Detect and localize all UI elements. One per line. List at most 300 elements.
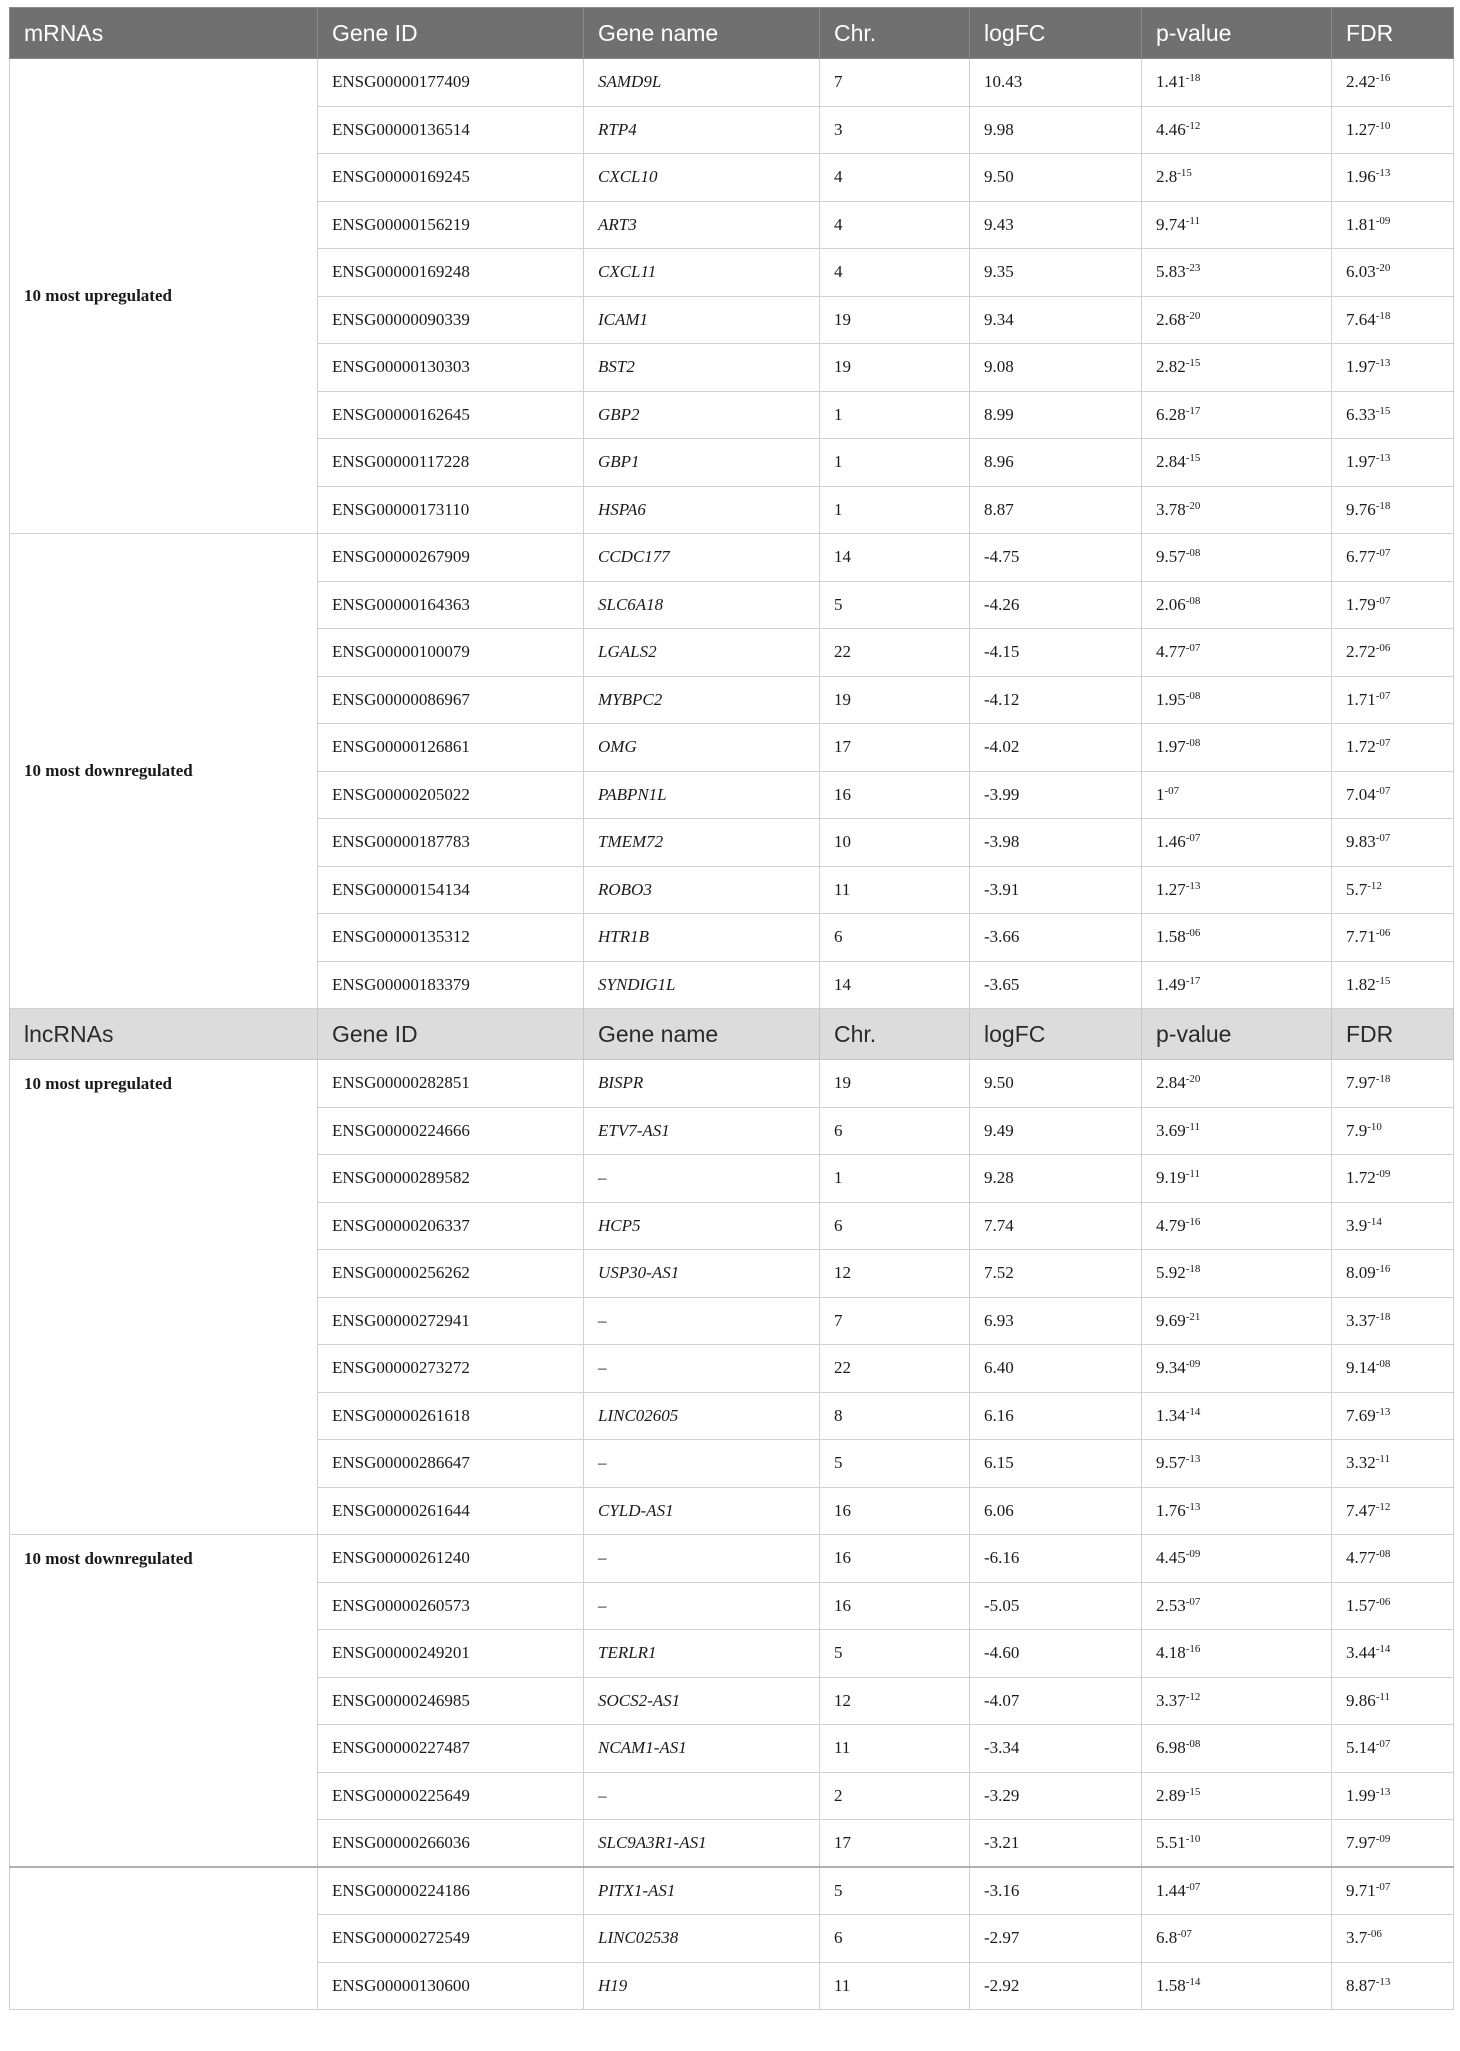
fdr-mantissa: 7.71 [1346,927,1376,947]
fdr-cell [1332,1107,1454,1155]
pvalue-exponent: -08 [1185,594,1201,607]
logfc-cell: -3.34 [970,1725,1142,1773]
chr-cell: 4 [820,249,970,297]
gene-id-cell: ENSG00000169245 [318,154,584,202]
fdr-cell [1332,866,1454,914]
fdr-mantissa: 5.7 [1346,879,1368,899]
pvalue-mantissa: 4.45 [1156,1548,1186,1568]
gene-name-cell: TMEM72 [584,819,820,867]
pvalue-mantissa: 1.27 [1156,879,1186,899]
fdr-cell [1332,1535,1454,1583]
pvalue-cell [1142,1962,1332,2010]
pvalue-mantissa: 2.8 [1156,167,1178,187]
logfc-cell: 10.43 [970,59,1142,107]
chr-cell: 3 [820,106,970,154]
fdr-mantissa: 7.97 [1346,1073,1376,1093]
gene-name-cell: – [584,1772,820,1820]
fdr-exponent: -10 [1375,119,1391,132]
pvalue-exponent: -07 [1185,1881,1201,1893]
pvalue-mantissa: 1.34 [1156,1405,1186,1425]
chr-cell: 6 [820,914,970,962]
fdr-exponent: -15 [1375,404,1391,417]
fdr-cell [1332,771,1454,819]
gene-name-cell: – [584,1345,820,1393]
gene-name-cell: – [584,1582,820,1630]
pvalue-cell [1142,534,1332,582]
pvalue-mantissa: 2.89 [1156,1785,1186,1805]
fdr-mantissa: 7.97 [1346,1833,1376,1852]
pvalue-cell [1142,1250,1332,1298]
table-row [10,1867,1454,1915]
pvalue-mantissa: 6.98 [1156,1738,1186,1758]
pvalue-exponent: -17 [1185,404,1201,417]
gene-name-cell: SYNDIG1L [584,961,820,1009]
pvalue-exponent: -21 [1185,1310,1201,1323]
gene-id-cell: ENSG00000246985 [318,1677,584,1725]
gene-id-cell: ENSG00000136514 [318,106,584,154]
header-logfc: logFC [970,8,1142,59]
gene-name-cell: HTR1B [584,914,820,962]
fdr-mantissa: 6.77 [1346,547,1376,567]
pvalue-exponent: -18 [1185,1263,1201,1276]
pvalue-cell [1142,486,1332,534]
gene-id-cell: ENSG00000261644 [318,1487,584,1535]
fdr-cell [1332,819,1454,867]
gene-id-cell: ENSG00000272941 [318,1297,584,1345]
pvalue-cell [1142,1392,1332,1440]
pvalue-cell [1142,106,1332,154]
table-row [10,59,1454,107]
fdr-cell [1332,344,1454,392]
fdr-mantissa: 8.87 [1346,1975,1376,1995]
pvalue-exponent: -20 [1185,499,1201,512]
header-gene-name: Gene name [584,8,820,59]
gene-id-cell: ENSG00000266036 [318,1820,584,1868]
pvalue-mantissa: 5.83 [1156,262,1186,282]
pvalue-exponent: -11 [1185,214,1201,227]
header-chr: Chr. [820,8,970,59]
pvalue-cell [1142,771,1332,819]
pvalue-exponent: -20 [1185,309,1201,322]
fdr-exponent: -06 [1367,1928,1382,1941]
fdr-cell [1332,1725,1454,1773]
fdr-exponent: -09 [1375,1833,1391,1845]
fdr-mantissa: 7.47 [1346,1500,1376,1520]
pvalue-cell [1142,1535,1332,1583]
gene-id-cell: ENSG00000187783 [318,819,584,867]
logfc-cell: -3.65 [970,961,1142,1009]
logfc-cell: 7.52 [970,1250,1142,1298]
fdr-cell [1332,961,1454,1009]
pvalue-cell [1142,1107,1332,1155]
gene-id-cell: ENSG00000130600 [318,1962,584,2010]
fdr-cell [1332,1060,1454,1108]
logfc-cell: 8.87 [970,486,1142,534]
fdr-exponent: -18 [1375,499,1391,512]
fdr-cell [1332,676,1454,724]
pvalue-mantissa: 1.97 [1156,737,1186,757]
chr-cell: 19 [820,676,970,724]
fdr-exponent: -16 [1375,1263,1391,1276]
logfc-cell: -4.07 [970,1677,1142,1725]
gene-name-cell: HCP5 [584,1202,820,1250]
table-container [9,7,1453,2010]
pvalue-mantissa: 1.46 [1156,832,1186,852]
fdr-exponent: -11 [1375,1453,1391,1466]
gene-name-cell: USP30-AS1 [584,1250,820,1298]
pvalue-exponent: -15 [1185,357,1201,370]
fdr-cell [1332,1582,1454,1630]
chr-cell: 5 [820,1440,970,1488]
fdr-exponent: -13 [1375,167,1391,180]
pvalue-mantissa: 4.77 [1156,642,1186,662]
fdr-cell [1332,629,1454,677]
gene-name-cell: SOCS2-AS1 [584,1677,820,1725]
fdr-mantissa: 3.9 [1346,1215,1368,1235]
fdr-cell [1332,249,1454,297]
pvalue-exponent: -13 [1185,1500,1201,1513]
fdr-cell [1332,914,1454,962]
pvalue-exponent: -14 [1185,1975,1201,1988]
fdr-mantissa: 9.76 [1346,499,1376,519]
pvalue-exponent: -16 [1185,1643,1201,1656]
logfc-cell: -6.16 [970,1535,1142,1583]
pvalue-mantissa: 9.74 [1156,214,1186,234]
fdr-mantissa: 1.81 [1346,214,1376,234]
fdr-exponent: -13 [1375,1975,1391,1988]
table-row [10,534,1454,582]
fdr-mantissa: 9.71 [1346,1881,1376,1900]
pvalue-exponent: -08 [1185,547,1201,560]
pvalue-exponent: -23 [1185,262,1201,275]
logfc-cell: 8.99 [970,391,1142,439]
fdr-mantissa: 7.69 [1346,1405,1376,1425]
pvalue-exponent: -12 [1185,119,1201,132]
pvalue-mantissa: 9.19 [1156,1168,1186,1188]
fdr-cell [1332,724,1454,772]
logfc-cell: -4.26 [970,581,1142,629]
pvalue-exponent: -15 [1177,167,1192,180]
header-category: mRNAs [10,8,318,59]
gene-name-cell: H19 [584,1962,820,2010]
pvalue-cell [1142,1915,1332,1963]
gene-name-cell: SLC6A18 [584,581,820,629]
logfc-cell: 9.49 [970,1107,1142,1155]
pvalue-cell [1142,1630,1332,1678]
fdr-exponent: -08 [1375,1548,1391,1561]
logfc-cell: -3.29 [970,1772,1142,1820]
pvalue-exponent: -12 [1185,1690,1201,1703]
pvalue-exponent: -09 [1185,1358,1201,1371]
pvalue-cell [1142,1297,1332,1345]
gene-id-cell: ENSG00000173110 [318,486,584,534]
pvalue-mantissa: 2.84 [1156,1073,1186,1093]
gene-name-cell: PITX1-AS1 [584,1867,820,1915]
fdr-exponent: -07 [1375,737,1391,750]
fdr-cell [1332,1155,1454,1203]
pvalue-exponent: -07 [1185,642,1201,655]
fdr-mantissa: 2.72 [1346,642,1376,662]
pvalue-cell [1142,914,1332,962]
fdr-mantissa: 5.14 [1346,1738,1376,1758]
pvalue-exponent: -16 [1185,1215,1201,1228]
header-pvalue: p-value [1142,8,1332,59]
pvalue-mantissa: 5.51 [1156,1833,1186,1852]
pvalue-mantissa: 4.46 [1156,119,1186,139]
fdr-exponent: -09 [1375,214,1391,227]
fdr-cell [1332,106,1454,154]
gene-id-cell: ENSG00000227487 [318,1725,584,1773]
fdr-mantissa: 2.42 [1346,72,1376,92]
pvalue-cell [1142,439,1332,487]
chr-cell: 4 [820,154,970,202]
logfc-cell: 9.08 [970,344,1142,392]
fdr-mantissa: 9.14 [1346,1358,1376,1378]
chr-cell: 1 [820,391,970,439]
gene-name-cell: CXCL10 [584,154,820,202]
gene-id-cell: ENSG00000260573 [318,1582,584,1630]
pvalue-cell [1142,724,1332,772]
pvalue-mantissa: 2.84 [1156,452,1186,472]
fdr-cell [1332,581,1454,629]
fdr-cell [1332,1630,1454,1678]
pvalue-cell [1142,1345,1332,1393]
chr-cell: 16 [820,1582,970,1630]
fdr-mantissa: 6.33 [1346,404,1376,424]
logfc-cell: 6.40 [970,1345,1142,1393]
gene-id-cell: ENSG00000273272 [318,1345,584,1393]
chr-cell: 12 [820,1677,970,1725]
fdr-cell [1332,534,1454,582]
gene-name-cell: SAMD9L [584,59,820,107]
pvalue-mantissa: 3.78 [1156,499,1186,519]
logfc-cell: 9.43 [970,201,1142,249]
fdr-exponent: -06 [1375,642,1391,655]
pvalue-mantissa: 9.69 [1156,1310,1186,1330]
fdr-mantissa: 1.82 [1346,974,1376,994]
gene-id-cell: ENSG00000090339 [318,296,584,344]
fdr-cell [1332,1820,1454,1868]
gene-name-cell: BISPR [584,1060,820,1108]
fdr-exponent: -13 [1375,357,1391,370]
chr-cell: 5 [820,1630,970,1678]
pvalue-exponent: -09 [1185,1548,1201,1561]
gene-id-cell: ENSG00000162645 [318,391,584,439]
pvalue-cell [1142,1677,1332,1725]
pvalue-exponent: -07 [1185,832,1201,845]
gene-name-cell: ICAM1 [584,296,820,344]
chr-cell: 16 [820,771,970,819]
gene-name-cell: TERLR1 [584,1630,820,1678]
chr-cell: 19 [820,344,970,392]
logfc-cell: 9.28 [970,1155,1142,1203]
fdr-cell [1332,486,1454,534]
pvalue-mantissa: 1.44 [1156,1881,1186,1900]
gene-id-cell: ENSG00000086967 [318,676,584,724]
fdr-exponent: -18 [1375,1073,1391,1086]
pvalue-mantissa: 1 [1156,784,1165,804]
gene-name-cell: MYBPC2 [584,676,820,724]
pvalue-mantissa: 5.92 [1156,1263,1186,1283]
chr-cell: 1 [820,486,970,534]
gene-name-cell: GBP1 [584,439,820,487]
fdr-exponent: -07 [1375,832,1391,845]
fdr-exponent: -12 [1367,879,1382,892]
gene-name-cell: BST2 [584,344,820,392]
fdr-mantissa: 9.86 [1346,1690,1376,1710]
chr-cell: 6 [820,1202,970,1250]
chr-cell: 6 [820,1915,970,1963]
fdr-cell [1332,1487,1454,1535]
fdr-exponent: -13 [1375,1405,1391,1418]
logfc-cell: 6.06 [970,1487,1142,1535]
gene-name-cell: OMG [584,724,820,772]
fdr-cell [1332,1677,1454,1725]
chr-cell: 22 [820,629,970,677]
pvalue-cell [1142,581,1332,629]
pvalue-mantissa: 4.79 [1156,1215,1186,1235]
pvalue-cell [1142,961,1332,1009]
chr-cell: 11 [820,866,970,914]
fdr-cell [1332,1867,1454,1915]
logfc-cell: 6.16 [970,1392,1142,1440]
pvalue-cell [1142,59,1332,107]
pvalue-exponent: -20 [1185,1073,1201,1086]
logfc-cell: -4.12 [970,676,1142,724]
logfc-cell: 9.50 [970,1060,1142,1108]
chr-cell: 14 [820,534,970,582]
header-pvalue: p-value [1142,1009,1332,1060]
table-row [10,1060,1454,1108]
pvalue-cell [1142,676,1332,724]
gene-id-cell: ENSG00000130303 [318,344,584,392]
chr-cell: 10 [820,819,970,867]
gene-id-cell: ENSG00000169248 [318,249,584,297]
gene-id-cell: ENSG00000225649 [318,1772,584,1820]
gene-name-cell: CCDC177 [584,534,820,582]
group-label [10,1867,318,2010]
gene-id-cell: ENSG00000289582 [318,1155,584,1203]
pvalue-exponent: -15 [1185,452,1201,465]
fdr-exponent: -07 [1375,784,1391,797]
pvalue-exponent: -08 [1185,1738,1201,1751]
fdr-mantissa: 7.64 [1346,309,1376,329]
gene-expression-table [9,7,1454,2010]
logfc-cell: -4.60 [970,1630,1142,1678]
pvalue-mantissa: 1.58 [1156,1975,1186,1995]
fdr-exponent: -18 [1375,1310,1391,1323]
logfc-cell: -4.02 [970,724,1142,772]
logfc-cell: -3.21 [970,1820,1142,1868]
gene-name-cell: – [584,1440,820,1488]
pvalue-mantissa: 2.82 [1156,357,1186,377]
pvalue-mantissa: 1.49 [1156,974,1186,994]
header-chr: Chr. [820,1009,970,1060]
chr-cell: 7 [820,59,970,107]
pvalue-cell [1142,1487,1332,1535]
fdr-exponent: -06 [1375,1595,1391,1608]
fdr-exponent: -12 [1375,1500,1391,1513]
pvalue-cell [1142,1820,1332,1868]
logfc-cell: -3.16 [970,1867,1142,1915]
pvalue-exponent: -11 [1185,1120,1201,1133]
fdr-exponent: -07 [1375,594,1391,607]
gene-name-cell: RTP4 [584,106,820,154]
fdr-exponent: -07 [1375,1738,1391,1751]
pvalue-exponent: -07 [1185,1595,1201,1608]
pvalue-cell [1142,201,1332,249]
fdr-mantissa: 7.04 [1346,784,1376,804]
fdr-mantissa: 1.97 [1346,452,1376,472]
header-fdr: FDR [1332,8,1454,59]
table-body [10,8,1454,2010]
gene-name-cell: LGALS2 [584,629,820,677]
logfc-cell: 9.35 [970,249,1142,297]
pvalue-cell [1142,1155,1332,1203]
header-logfc: logFC [970,1009,1142,1060]
fdr-exponent: -13 [1375,452,1391,465]
logfc-cell: 9.50 [970,154,1142,202]
chr-cell: 19 [820,1060,970,1108]
fdr-mantissa: 3.44 [1346,1643,1376,1663]
pvalue-mantissa: 2.68 [1156,309,1186,329]
fdr-cell [1332,201,1454,249]
chr-cell: 17 [820,1820,970,1868]
gene-id-cell: ENSG00000156219 [318,201,584,249]
logfc-cell: -5.05 [970,1582,1142,1630]
logfc-cell: -2.92 [970,1962,1142,2010]
fdr-exponent: -11 [1375,1690,1391,1703]
pvalue-mantissa: 6.8 [1156,1928,1178,1948]
pvalue-mantissa: 9.57 [1156,547,1186,567]
pvalue-mantissa: 6.28 [1156,404,1186,424]
fdr-exponent: -08 [1375,1358,1391,1371]
logfc-cell: 6.93 [970,1297,1142,1345]
fdr-mantissa: 1.72 [1346,737,1376,757]
header-gene-id: Gene ID [318,8,584,59]
gene-id-cell: ENSG00000272549 [318,1915,584,1963]
fdr-exponent: -14 [1375,1643,1391,1656]
fdr-mantissa: 4.77 [1346,1548,1376,1568]
fdr-cell [1332,1250,1454,1298]
gene-name-cell: – [584,1155,820,1203]
pvalue-exponent: -14 [1185,1405,1201,1418]
pvalue-exponent: -18 [1185,72,1201,85]
gene-id-cell: ENSG00000224666 [318,1107,584,1155]
gene-id-cell: ENSG00000154134 [318,866,584,914]
pvalue-cell [1142,296,1332,344]
fdr-mantissa: 1.57 [1346,1595,1376,1615]
logfc-cell: -2.97 [970,1915,1142,1963]
gene-id-cell: ENSG00000206337 [318,1202,584,1250]
gene-name-cell: LINC02605 [584,1392,820,1440]
chr-cell: 22 [820,1345,970,1393]
header-fdr: FDR [1332,1009,1454,1060]
fdr-cell [1332,1297,1454,1345]
chr-cell: 4 [820,201,970,249]
fdr-cell [1332,1440,1454,1488]
pvalue-mantissa: 1.95 [1156,689,1186,709]
chr-cell: 8 [820,1392,970,1440]
logfc-cell: -4.15 [970,629,1142,677]
pvalue-exponent: -13 [1185,879,1201,892]
chr-cell: 5 [820,1867,970,1915]
pvalue-cell [1142,1440,1332,1488]
chr-cell: 2 [820,1772,970,1820]
fdr-cell [1332,1772,1454,1820]
pvalue-mantissa: 1.41 [1156,72,1186,92]
pvalue-cell [1142,1725,1332,1773]
